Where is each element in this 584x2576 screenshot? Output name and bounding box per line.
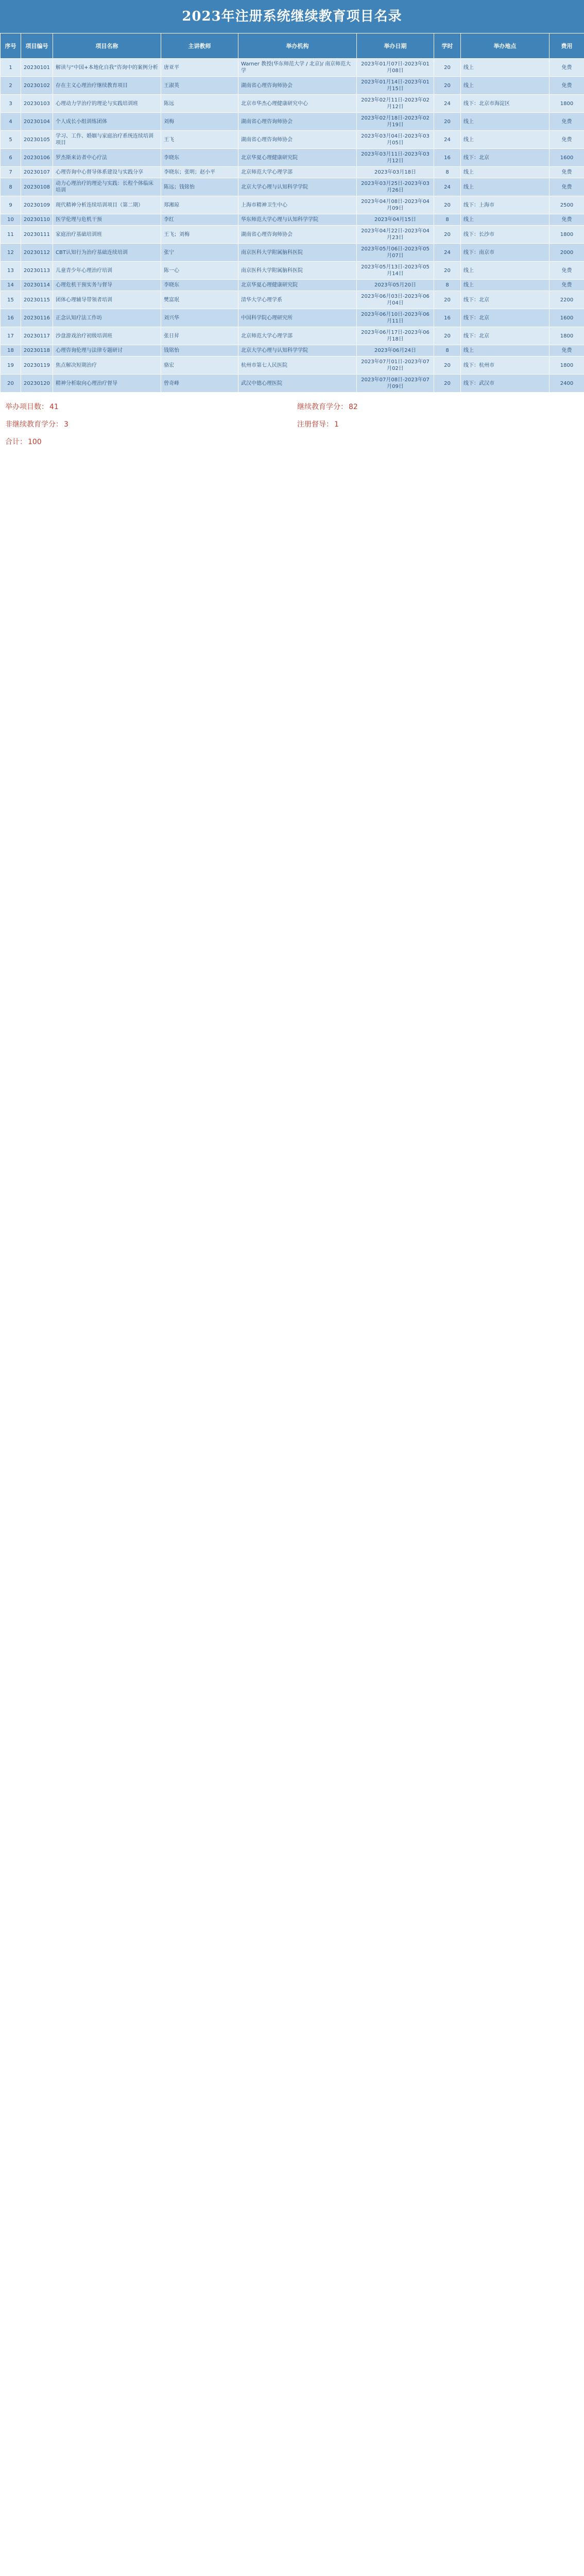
table-row <box>1 178 584 196</box>
location-cell: 线上 <box>461 59 549 77</box>
location-cell: 线下：杭州市 <box>461 357 549 375</box>
table-row <box>1 309 584 327</box>
project-name-cell: 心理危机干预实务与督导 <box>53 280 161 291</box>
table-body <box>1 59 584 393</box>
teacher-cell: 唐亚平 <box>161 59 238 77</box>
fee-cell: 1800 <box>549 357 584 375</box>
project-code-cell: 20230114 <box>21 280 53 291</box>
project-code-cell: 20230107 <box>21 167 53 178</box>
project-name-cell: 存在主义心理治疗继续教育项目 <box>53 77 161 95</box>
date-cell: 2023年04月08日-2023年04月09日 <box>357 196 434 214</box>
row-number-cell: 16 <box>1 309 21 327</box>
fee-cell: 1800 <box>549 226 584 244</box>
row-number-cell: 17 <box>1 327 21 345</box>
summary-row <box>0 398 584 415</box>
table-row <box>1 113 584 131</box>
project-name-cell: 焦点解决短期治疗 <box>53 357 161 375</box>
row-number-cell: 18 <box>1 345 21 357</box>
date-cell: 2023年03月25日-2023年03月26日 <box>357 178 434 196</box>
location-cell: 线下：北京 <box>461 327 549 345</box>
table-header-row <box>1 33 584 59</box>
page <box>0 0 584 454</box>
column-header: 序号 <box>1 33 21 59</box>
project-table <box>0 33 584 393</box>
project-name-cell: 医学伦理与危机干预 <box>53 214 161 226</box>
column-header: 项目编号 <box>21 33 53 59</box>
project-code-cell: 20230110 <box>21 214 53 226</box>
summary-row <box>0 433 584 450</box>
hours-cell: 8 <box>434 280 461 291</box>
row-number-cell: 13 <box>1 262 21 280</box>
hours-cell: 16 <box>434 309 461 327</box>
organizer-cell: 华东师范大学心理与认知科学学院 <box>238 214 357 226</box>
project-code-cell: 20230113 <box>21 262 53 280</box>
organizer-cell: Warner 教授(华东师范大学 / 北京)/ 南京师范大学 <box>238 59 357 77</box>
table-row <box>1 77 584 95</box>
teacher-cell: 王飞；刘梅 <box>161 226 238 244</box>
organizer-cell: 南京医科大学附属脑科医院 <box>238 262 357 280</box>
date-cell: 2023年01月14日-2023年01月15日 <box>357 77 434 95</box>
fee-cell: 免费 <box>549 131 584 149</box>
teacher-cell: 刘梅 <box>161 113 238 131</box>
organizer-cell: 南京医科大学附属脑科医院 <box>238 244 357 262</box>
teacher-cell: 张日昇 <box>161 327 238 345</box>
fee-cell: 2400 <box>549 375 584 393</box>
project-code-cell: 20230118 <box>21 345 53 357</box>
location-cell: 线上 <box>461 345 549 357</box>
column-header: 举办机构 <box>238 33 357 59</box>
fee-cell: 免费 <box>549 59 584 77</box>
column-header: 项目名称 <box>53 33 161 59</box>
table-row <box>1 196 584 214</box>
summary-item: 继续教育学分： 82 <box>297 403 358 411</box>
teacher-cell: 陈远 <box>161 95 238 113</box>
project-name-cell: 沙盘游戏治疗初级培训班 <box>53 327 161 345</box>
row-number-cell: 14 <box>1 280 21 291</box>
organizer-cell: 清华大学心理学系 <box>238 291 357 309</box>
organizer-cell: 杭州市第七人民医院 <box>238 357 357 375</box>
table-row <box>1 244 584 262</box>
location-cell: 线下：北京 <box>461 149 549 167</box>
summary-row <box>0 415 584 433</box>
organizer-cell: 北京师范大学心理学部 <box>238 167 357 178</box>
fee-cell: 1800 <box>549 327 584 345</box>
project-name-cell: 正念认知疗法工作坊 <box>53 309 161 327</box>
summary-item: 举办项目数： 41 <box>5 403 59 411</box>
project-name-cell: 个人成长小组训练团体 <box>53 113 161 131</box>
row-number-cell: 11 <box>1 226 21 244</box>
hours-cell: 20 <box>434 357 461 375</box>
row-number-cell: 5 <box>1 131 21 149</box>
organizer-cell: 北京市华杰心理健康研究中心 <box>238 95 357 113</box>
fee-cell: 2200 <box>549 291 584 309</box>
summary-section <box>0 398 584 450</box>
organizer-cell: 北京师范大学心理学部 <box>238 327 357 345</box>
row-number-cell: 2 <box>1 77 21 95</box>
summary-item: 注册督导： 1 <box>297 420 339 429</box>
date-cell: 2023年06月17日-2023年06月18日 <box>357 327 434 345</box>
location-cell: 线上 <box>461 280 549 291</box>
table-row <box>1 345 584 357</box>
organizer-cell: 武汉中德心理医院 <box>238 375 357 393</box>
organizer-cell: 北京大学心理与认知科学学院 <box>238 345 357 357</box>
fee-cell: 免费 <box>549 77 584 95</box>
project-name-cell: 解读与“中国+本地化自我”咨询中的案例分析 <box>53 59 161 77</box>
row-number-cell: 7 <box>1 167 21 178</box>
hours-cell: 20 <box>434 262 461 280</box>
fee-cell: 2500 <box>549 196 584 214</box>
table-row <box>1 327 584 345</box>
organizer-cell: 北京华夏心理健康研究院 <box>238 149 357 167</box>
row-number-cell: 19 <box>1 357 21 375</box>
teacher-cell: 张宁 <box>161 244 238 262</box>
hours-cell: 20 <box>434 77 461 95</box>
project-name-cell: 心理咨询中心督导体系建设与实践分享 <box>53 167 161 178</box>
summary-item: 非继续教育学分： 3 <box>5 420 68 429</box>
project-name-cell: 现代精神分析连续培训项目（第二期） <box>53 196 161 214</box>
table-row <box>1 167 584 178</box>
hours-cell: 20 <box>434 113 461 131</box>
location-cell: 线上 <box>461 77 549 95</box>
location-cell: 线上 <box>461 167 549 178</box>
row-number-cell: 15 <box>1 291 21 309</box>
hours-cell: 20 <box>434 375 461 393</box>
date-cell: 2023年06月03日-2023年06月04日 <box>357 291 434 309</box>
date-cell: 2023年06月24日 <box>357 345 434 357</box>
teacher-cell: 钱铭怡 <box>161 345 238 357</box>
date-cell: 2023年02月18日-2023年02月19日 <box>357 113 434 131</box>
project-name-cell: 团体心理辅导带领者培训 <box>53 291 161 309</box>
teacher-cell: 陈一心 <box>161 262 238 280</box>
hours-cell: 24 <box>434 131 461 149</box>
teacher-cell: 郑湘琼 <box>161 196 238 214</box>
table-row <box>1 95 584 113</box>
project-name-cell: 动力心理治疗的理论与实践：长程个体临床培训 <box>53 178 161 196</box>
project-code-cell: 20230103 <box>21 95 53 113</box>
project-code-cell: 20230117 <box>21 327 53 345</box>
summary-item: 合计： 100 <box>5 438 42 446</box>
project-code-cell: 20230101 <box>21 59 53 77</box>
table-row <box>1 262 584 280</box>
teacher-cell: 陈远；钱铭怡 <box>161 178 238 196</box>
teacher-cell: 李晓东 <box>161 280 238 291</box>
project-code-cell: 20230102 <box>21 77 53 95</box>
location-cell: 线下：北京 <box>461 291 549 309</box>
table-row <box>1 291 584 309</box>
hours-cell: 24 <box>434 244 461 262</box>
page-title: 2023年注册系统继续教育项目名录 <box>0 0 584 33</box>
hours-cell: 20 <box>434 196 461 214</box>
hours-cell: 16 <box>434 149 461 167</box>
date-cell: 2023年04月22日-2023年04月23日 <box>357 226 434 244</box>
table-row <box>1 214 584 226</box>
table-row <box>1 149 584 167</box>
project-name-cell: 心理动力学治疗的理论与实践培训班 <box>53 95 161 113</box>
project-code-cell: 20230108 <box>21 178 53 196</box>
row-number-cell: 4 <box>1 113 21 131</box>
date-cell: 2023年03月11日-2023年03月12日 <box>357 149 434 167</box>
location-cell: 线下：长沙市 <box>461 226 549 244</box>
project-code-cell: 20230104 <box>21 113 53 131</box>
teacher-cell: 曾奇峰 <box>161 375 238 393</box>
table-row <box>1 280 584 291</box>
organizer-cell: 北京大学心理与认知科学学院 <box>238 178 357 196</box>
location-cell: 线上 <box>461 214 549 226</box>
fee-cell: 免费 <box>549 262 584 280</box>
location-cell: 线上 <box>461 113 549 131</box>
project-name-cell: CBT认知行为治疗基础连续培训 <box>53 244 161 262</box>
project-name-cell: 罗杰斯来访者中心疗法 <box>53 149 161 167</box>
teacher-cell: 骆宏 <box>161 357 238 375</box>
column-header: 学时 <box>434 33 461 59</box>
date-cell: 2023年06月10日-2023年06月11日 <box>357 309 434 327</box>
table-row <box>1 59 584 77</box>
location-cell: 线下：北京 <box>461 309 549 327</box>
location-cell: 线上 <box>461 131 549 149</box>
location-cell: 线上 <box>461 262 549 280</box>
row-number-cell: 6 <box>1 149 21 167</box>
fee-cell: 1600 <box>549 149 584 167</box>
date-cell: 2023年07月08日-2023年07月09日 <box>357 375 434 393</box>
fee-cell: 免费 <box>549 167 584 178</box>
organizer-cell: 上海市精神卫生中心 <box>238 196 357 214</box>
date-cell: 2023年05月13日-2023年05月14日 <box>357 262 434 280</box>
organizer-cell: 湖南省心理咨询师协会 <box>238 226 357 244</box>
table-row <box>1 131 584 149</box>
row-number-cell: 20 <box>1 375 21 393</box>
fee-cell: 免费 <box>549 280 584 291</box>
organizer-cell: 湖南省心理咨询师协会 <box>238 131 357 149</box>
teacher-cell: 王飞 <box>161 131 238 149</box>
fee-cell: 1800 <box>549 95 584 113</box>
project-code-cell: 20230109 <box>21 196 53 214</box>
row-number-cell: 8 <box>1 178 21 196</box>
fee-cell: 2000 <box>549 244 584 262</box>
row-number-cell: 12 <box>1 244 21 262</box>
organizer-cell: 北京华夏心理健康研究院 <box>238 280 357 291</box>
date-cell: 2023年05月20日 <box>357 280 434 291</box>
column-header: 举办日期 <box>357 33 434 59</box>
project-code-cell: 20230119 <box>21 357 53 375</box>
project-code-cell: 20230111 <box>21 226 53 244</box>
fee-cell: 免费 <box>549 214 584 226</box>
fee-cell: 免费 <box>549 345 584 357</box>
project-code-cell: 20230105 <box>21 131 53 149</box>
teacher-cell: 李晓东 <box>161 149 238 167</box>
project-code-cell: 20230112 <box>21 244 53 262</box>
hours-cell: 20 <box>434 226 461 244</box>
teacher-cell: 樊富珉 <box>161 291 238 309</box>
project-code-cell: 20230115 <box>21 291 53 309</box>
teacher-cell: 刘兴华 <box>161 309 238 327</box>
project-code-cell: 20230106 <box>21 149 53 167</box>
location-cell: 线下：上海市 <box>461 196 549 214</box>
project-name-cell: 学习、工作、婚姻与家庭治疗系统连续培训项目 <box>53 131 161 149</box>
column-header: 主讲教师 <box>161 33 238 59</box>
date-cell: 2023年03月18日 <box>357 167 434 178</box>
project-name-cell: 家庭治疗基础培训班 <box>53 226 161 244</box>
row-number-cell: 1 <box>1 59 21 77</box>
project-code-cell: 20230120 <box>21 375 53 393</box>
date-cell: 2023年01月07日-2023年01月08日 <box>357 59 434 77</box>
location-cell: 线上 <box>461 178 549 196</box>
date-cell: 2023年05月06日-2023年05月07日 <box>357 244 434 262</box>
organizer-cell: 湖南省心理咨询师协会 <box>238 113 357 131</box>
teacher-cell: 李红 <box>161 214 238 226</box>
hours-cell: 24 <box>434 95 461 113</box>
teacher-cell: 王淑英 <box>161 77 238 95</box>
table-row <box>1 226 584 244</box>
column-header: 费用 <box>549 33 584 59</box>
fee-cell: 免费 <box>549 178 584 196</box>
table-row <box>1 375 584 393</box>
project-name-cell: 儿童青少年心理治疗培训 <box>53 262 161 280</box>
teacher-cell: 李晓东；张明；赵小平 <box>161 167 238 178</box>
column-header: 举办地点 <box>461 33 549 59</box>
location-cell: 线下：南京市 <box>461 244 549 262</box>
hours-cell: 20 <box>434 291 461 309</box>
project-name-cell: 心理咨询伦理与法律专题研讨 <box>53 345 161 357</box>
hours-cell: 20 <box>434 327 461 345</box>
hours-cell: 20 <box>434 59 461 77</box>
organizer-cell: 中国科学院心理研究所 <box>238 309 357 327</box>
date-cell: 2023年07月01日-2023年07月02日 <box>357 357 434 375</box>
date-cell: 2023年02月11日-2023年02月12日 <box>357 95 434 113</box>
date-cell: 2023年04月15日 <box>357 214 434 226</box>
hours-cell: 24 <box>434 178 461 196</box>
fee-cell: 免费 <box>549 113 584 131</box>
row-number-cell: 3 <box>1 95 21 113</box>
location-cell: 线下：北京市海淀区 <box>461 95 549 113</box>
table-row <box>1 357 584 375</box>
fee-cell: 1600 <box>549 309 584 327</box>
location-cell: 线下：武汉市 <box>461 375 549 393</box>
project-code-cell: 20230116 <box>21 309 53 327</box>
hours-cell: 8 <box>434 345 461 357</box>
project-name-cell: 精神分析取向心理治疗督导 <box>53 375 161 393</box>
hours-cell: 8 <box>434 214 461 226</box>
date-cell: 2023年03月04日-2023年03月05日 <box>357 131 434 149</box>
hours-cell: 8 <box>434 167 461 178</box>
organizer-cell: 湖南省心理咨询师协会 <box>238 77 357 95</box>
row-number-cell: 10 <box>1 214 21 226</box>
row-number-cell: 9 <box>1 196 21 214</box>
